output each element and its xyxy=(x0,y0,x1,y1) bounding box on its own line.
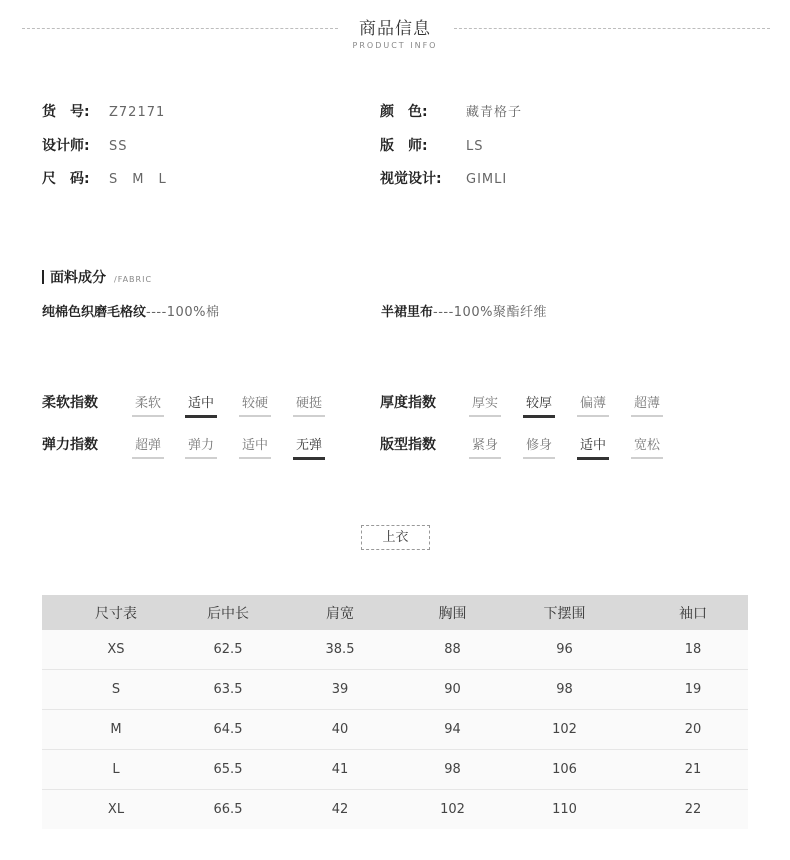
table-cell: 65.5 xyxy=(190,750,266,790)
fabric-composition: ----100%聚酯纤维 xyxy=(433,305,547,320)
table-row xyxy=(42,710,748,750)
info-label: 版 师: xyxy=(380,138,428,154)
garment-section-tag: 上衣 xyxy=(361,525,430,550)
table-row xyxy=(42,750,748,790)
info-item-size xyxy=(42,169,167,189)
info-item-sku xyxy=(42,102,165,122)
scale-option: 适中 xyxy=(577,437,609,455)
table-cell: 106 xyxy=(491,750,638,790)
table-cell: 18 xyxy=(638,630,748,670)
table-cell: 64.5 xyxy=(190,710,266,750)
scale-option: 弹力 xyxy=(185,437,217,455)
table-cell: 90 xyxy=(414,670,491,710)
page-title: 商品信息 xyxy=(359,19,431,39)
fabric-section-title xyxy=(42,267,152,287)
scale-label: 版型指数 xyxy=(380,437,436,453)
column-header: 后中长 xyxy=(190,595,266,630)
table-cell: 40 xyxy=(266,710,414,750)
table-cell: 96 xyxy=(491,630,638,670)
info-label: 视觉设计: xyxy=(380,171,442,187)
fabric-name: 纯棉色织磨毛格纹 xyxy=(42,305,147,320)
table-row xyxy=(42,670,748,710)
scale-option: 修身 xyxy=(523,437,555,455)
table-cell: 22 xyxy=(638,790,748,830)
fabric-title: 面料成分 xyxy=(50,270,106,286)
size-table xyxy=(42,595,748,829)
column-header: 袖口 xyxy=(638,595,748,630)
table-row xyxy=(42,790,748,830)
table-cell: 19 xyxy=(638,670,748,710)
table-cell: 63.5 xyxy=(190,670,266,710)
scale-label: 厚度指数 xyxy=(380,395,436,411)
scale-option: 较厚 xyxy=(523,395,555,413)
info-label: 设计师: xyxy=(42,138,90,154)
table-cell: 38.5 xyxy=(266,630,414,670)
table-cell: L xyxy=(42,750,190,790)
table-row xyxy=(42,630,748,670)
table-cell: 102 xyxy=(414,790,491,830)
scale-option: 宽松 xyxy=(631,437,663,455)
table-cell: XL xyxy=(42,790,190,830)
table-cell: 42 xyxy=(266,790,414,830)
info-item-pattern-maker xyxy=(380,136,484,156)
table-cell: 21 xyxy=(638,750,748,790)
section-header xyxy=(0,0,790,60)
table-cell: 88 xyxy=(414,630,491,670)
table-cell: 20 xyxy=(638,710,748,750)
scale-label: 弹力指数 xyxy=(42,437,98,453)
scale-option: 超弹 xyxy=(132,437,164,455)
scale-option: 偏薄 xyxy=(577,395,609,413)
scale-option: 适中 xyxy=(239,437,271,455)
scale-option: 厚实 xyxy=(469,395,501,413)
fabric-item xyxy=(381,303,547,323)
scale-label: 柔软指数 xyxy=(42,395,98,411)
table-cell: 39 xyxy=(266,670,414,710)
column-header: 胸围 xyxy=(414,595,491,630)
column-header: 尺寸表 xyxy=(42,595,190,630)
scale-option: 适中 xyxy=(185,395,217,413)
scale-option: 较硬 xyxy=(239,395,271,413)
table-cell: 98 xyxy=(491,670,638,710)
info-item-color xyxy=(380,102,522,122)
column-header: 下摆围 xyxy=(491,595,638,630)
info-value: 藏青格子 xyxy=(466,105,523,120)
table-cell: 102 xyxy=(491,710,638,750)
table-cell: 41 xyxy=(266,750,414,790)
scale-option: 无弹 xyxy=(293,437,325,455)
title-bar-icon xyxy=(42,270,44,284)
table-cell: S xyxy=(42,670,190,710)
info-value: S M L xyxy=(109,172,167,187)
table-cell: M xyxy=(42,710,190,750)
table-cell: 98 xyxy=(414,750,491,790)
scale-option: 硬挺 xyxy=(293,395,325,413)
info-value: LS xyxy=(466,139,484,154)
table-cell: 62.5 xyxy=(190,630,266,670)
scale-option: 超薄 xyxy=(631,395,663,413)
info-label: 颜 色: xyxy=(380,104,428,120)
info-item-designer xyxy=(42,136,128,156)
fabric-composition: ----100%棉 xyxy=(146,305,220,320)
info-value: SS xyxy=(109,139,128,154)
table-header-row xyxy=(42,595,748,630)
table-cell: 66.5 xyxy=(190,790,266,830)
info-label: 货 号: xyxy=(42,104,90,120)
fabric-name: 半裙里布 xyxy=(381,305,434,320)
info-value: Z72171 xyxy=(109,105,166,120)
fabric-item xyxy=(42,303,219,323)
table-cell: XS xyxy=(42,630,190,670)
info-item-visual-design xyxy=(380,169,507,189)
scale-option: 柔软 xyxy=(132,395,164,413)
fabric-subtitle: /FABRIC xyxy=(114,275,153,284)
table-cell: 94 xyxy=(414,710,491,750)
column-header: 肩宽 xyxy=(266,595,414,630)
info-value: GIMLI xyxy=(466,172,508,187)
page-subtitle: PRODUCT INFO xyxy=(352,41,438,50)
info-label: 尺 码: xyxy=(42,171,90,187)
table-cell: 110 xyxy=(491,790,638,830)
scale-option: 紧身 xyxy=(469,437,501,455)
